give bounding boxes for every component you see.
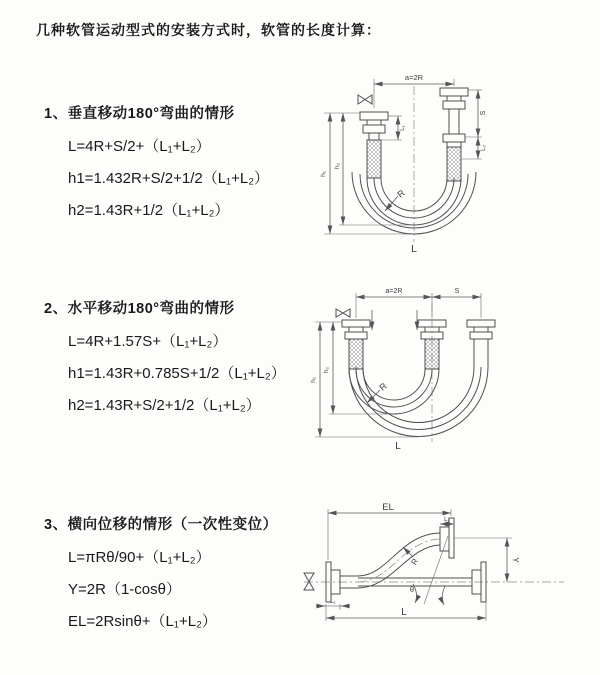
section-1: [44, 102, 329, 227]
dim-label-l2: L₂: [481, 145, 487, 151]
dim-label-h2: h₂: [323, 366, 330, 374]
page-title: 几种软管运动型式的安装方式时，软管的长度计算：: [36, 22, 381, 38]
braided-hose-section: [367, 140, 381, 178]
radius-callout: [403, 547, 420, 567]
radius-label: R: [395, 187, 407, 200]
section-3: [44, 513, 329, 638]
valve-icon: [358, 95, 372, 104]
diagram-vertical-180-bend: [310, 66, 590, 261]
section-1-formula-h2: h2=1.43R+1/2（L₁+L₂）: [68, 202, 230, 219]
braided-hose-section: [349, 339, 363, 369]
dimension-y: [454, 538, 520, 582]
dim-label-l1: L₁: [400, 125, 406, 131]
anchor-symbol: [304, 573, 314, 590]
section-3-formula-y: Y=2R（1-cosθ）: [68, 581, 181, 598]
braided-hose-section: [447, 147, 461, 181]
fixed-end-fitting: [360, 112, 388, 178]
section-3-formula-el: EL=2Rsinθ+（L₁+L₂）: [68, 613, 217, 630]
dim-label-h1: h₁: [320, 171, 327, 177]
dim-label-y: Y: [511, 557, 520, 563]
dim-label-a: a=2R: [385, 288, 403, 295]
left-fitting: [342, 320, 370, 369]
dim-label-h1: h₁: [310, 377, 317, 383]
length-label: L: [395, 441, 401, 452]
section-1-formula-h1: h1=1.432R+S/2+1/2（L₁+L₂）: [68, 170, 270, 187]
dim-label-s: S: [480, 110, 487, 116]
dimension-l: [326, 602, 486, 621]
construction-line: [424, 536, 448, 604]
dim-label-el: EL: [382, 502, 394, 513]
hose-u-bend: [349, 367, 488, 437]
section-2-formula-h2: h2=1.43R+S/2+1/2（L₁+L₂）: [68, 397, 261, 414]
section-2-formula-h1: h1=1.43R+0.785S+1/2（L₁+L₂）: [68, 365, 286, 382]
dim-label-a: a=2R: [404, 73, 424, 82]
dimension-el: [328, 502, 451, 560]
section-2-heading: 2、水平移动180°弯曲的情形: [44, 301, 235, 317]
section-3-formula-l: L=πRθ/90+（L₁+L₂）: [68, 549, 211, 566]
center-fitting: [418, 320, 446, 369]
section-3-heading: 3、横向位移的情形（一次性变位）: [44, 517, 278, 533]
dim-label-s: S: [454, 288, 460, 295]
section-2-formula-l: L=4R+1.57S+（L₁+L₂）: [68, 333, 228, 350]
braided-hose-section: [425, 339, 439, 369]
diagram-lateral-displacement: [296, 500, 596, 645]
section-2: [44, 297, 329, 422]
radius-label: R: [377, 380, 389, 393]
radius-callout: [367, 380, 389, 403]
valve-icon: [336, 309, 350, 317]
length-label: L: [401, 607, 407, 618]
dimension-s: [465, 90, 487, 137]
dimension-l1: [316, 599, 350, 610]
dim-label-l2: L₂: [444, 517, 450, 523]
diagram-horizontal-180-bend: [306, 280, 596, 455]
length-label: L: [411, 243, 417, 255]
dim-label-h2: h₂: [334, 162, 341, 170]
angle-label: θ: [409, 585, 415, 594]
moved-position-fitting: [467, 320, 495, 368]
radius-label: R: [409, 556, 421, 567]
moving-end-fitting: [440, 88, 468, 181]
section-1-formula-l: L=4R+S/2+（L₁+L₂）: [68, 138, 211, 155]
dim-label-l1: L₁: [330, 599, 336, 605]
dimension-a: [356, 288, 481, 318]
section-1-heading: 1、垂直移动180°弯曲的情形: [44, 106, 235, 122]
dimension-s: [432, 288, 481, 297]
